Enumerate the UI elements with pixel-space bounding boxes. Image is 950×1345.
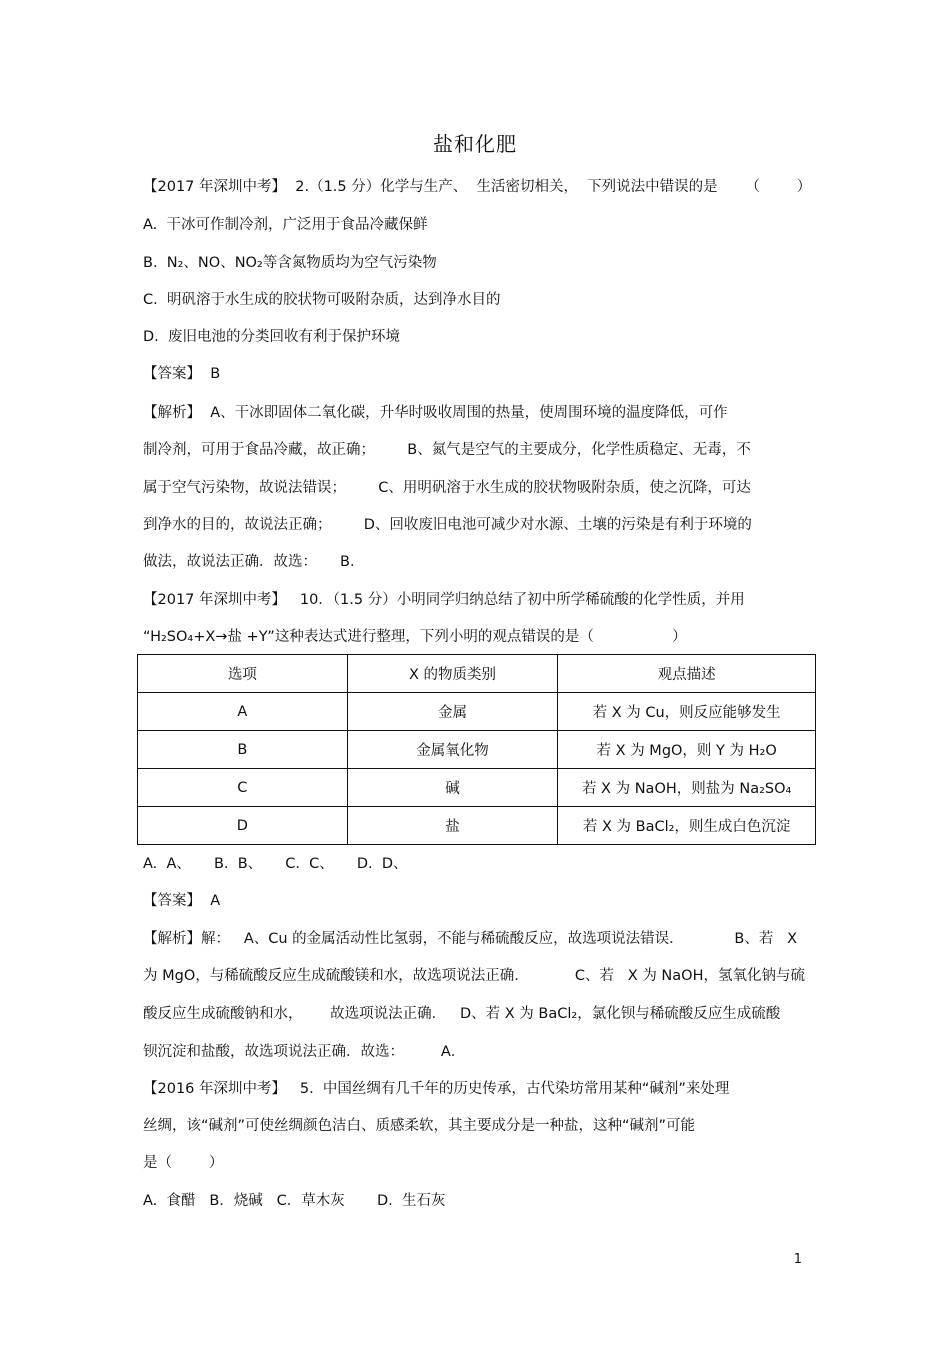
q2-analysis-line: 酸反应生成硫酸钠和水， 故选项说法正确． D、若 X 为 BaCl₂，氯化钡与稀硫酸反应生成硫酸 [143, 1006, 781, 1022]
q1-option-a: A. 干冰可作制冷剂，广泛用于食品冷藏保鲜 [143, 217, 428, 233]
table-cell: 若 X 为 Cu，则反应能够发生 [558, 693, 816, 731]
table-header-cell: 观点描述 [558, 655, 816, 693]
q1-analysis-line: 到净水的目的，故说法正确； D、回收废旧电池可减少对水源、土壤的污染是有利于环境的 [143, 517, 752, 533]
table-cell: 若 X 为 MgO，则 Y 为 H₂O [558, 731, 816, 769]
table-row [138, 731, 816, 769]
table-cell: C [138, 769, 348, 807]
q2-answer: 【答案】 A [143, 893, 221, 909]
q3-stem-line: 丝绸，该“碱剂”可使丝绸颜色洁白、质感柔软，其主要成分是一种盐，这种“碱剂”可能 [143, 1118, 696, 1134]
q3-stem-line: 是（ ） [143, 1155, 224, 1171]
table-cell: 碱 [347, 769, 558, 807]
table-cell: D [138, 807, 348, 845]
q1-option-c: C. 明矾溶于水生成的胶状物可吸附杂质，达到净水目的 [143, 292, 501, 308]
q3-stem-line: 【2016 年深圳中考】 5. 中国丝绸有几千年的历史传承，古代染坊常用某种“碱剂”来处理 [143, 1081, 730, 1097]
page-title: 盐和化肥 [433, 132, 517, 156]
q1-stem: 【2017 年深圳中考】 2.（1.5 分）化学与生产、 生活密切相关， 下列说法中错误的是 （ ） [143, 179, 812, 195]
q3-options: A. 食醋 B．烧碱 C．草木灰 D. 生石灰 [143, 1193, 446, 1209]
table-header-cell: 选项 [138, 655, 348, 693]
table-row [138, 769, 816, 807]
table-cell: 若 X 为 BaCl₂，则生成白色沉淀 [558, 807, 816, 845]
q2-stem-line: “H₂SO₄+X→盐 +Y”这种表达式进行整理，下列小明的观点错误的是（ ） [143, 629, 687, 645]
table-row [138, 693, 816, 731]
table-cell: 金属氧化物 [347, 731, 558, 769]
q1-analysis-line: 制冷剂，可用于食品冷藏，故正确； B、氮气是空气的主要成分，化学性质稳定、无毒，不 [143, 442, 751, 458]
table-cell: B [138, 731, 348, 769]
q2-choices: A. A、 B. B、 C. C、 D. D、 [143, 856, 408, 872]
q2-analysis-line: 【解析】解： A、Cu 的金属活动性比氢弱，不能与稀硫酸反应，故选项说法错误． B、若 X [143, 931, 798, 947]
q1-option-b: B. N₂、NO、NO₂等含氮物质均为空气污染物 [143, 255, 437, 271]
options-table [137, 654, 816, 845]
q2-analysis-line: 钡沉淀和盐酸，故选项说法正确．故选： A． [143, 1044, 466, 1060]
table-header-cell: X 的物质类别 [347, 655, 558, 693]
q2-analysis-line: 为 MgO，与稀硫酸反应生成硫酸镁和水，故选项说法正确． C、若 X 为 NaOH，氢氧化钠与硫 [143, 968, 805, 984]
page-number: 1 [793, 1252, 802, 1267]
table-cell: 盐 [347, 807, 558, 845]
q2-stem-line: 【2017 年深圳中考】 10．（1.5 分）小明同学归纳总结了初中所学稀硫酸的化学性质，并用 [143, 592, 745, 608]
q1-option-d: D. 废旧电池的分类回收有利于保护环境 [143, 329, 400, 345]
table-header-row [138, 655, 816, 693]
q1-analysis-line: 做法，故说法正确．故选： B． [143, 554, 365, 570]
q1-analysis-line: 属于空气污染物，故说法错误； C、用明矾溶于水生成的胶状物吸附杂质，使之沉降，可达 [143, 480, 751, 496]
table-cell: 若 X 为 NaOH，则盐为 Na₂SO₄ [558, 769, 816, 807]
table-cell: 金属 [347, 693, 558, 731]
table-row [138, 807, 816, 845]
table-cell: A [138, 693, 348, 731]
q1-analysis-line: 【解析】 A、干冰即固体二氧化碳，升华时吸收周围的热量，使周围环境的温度降低，可作 [143, 405, 728, 421]
q1-answer: 【答案】 B [143, 366, 221, 382]
